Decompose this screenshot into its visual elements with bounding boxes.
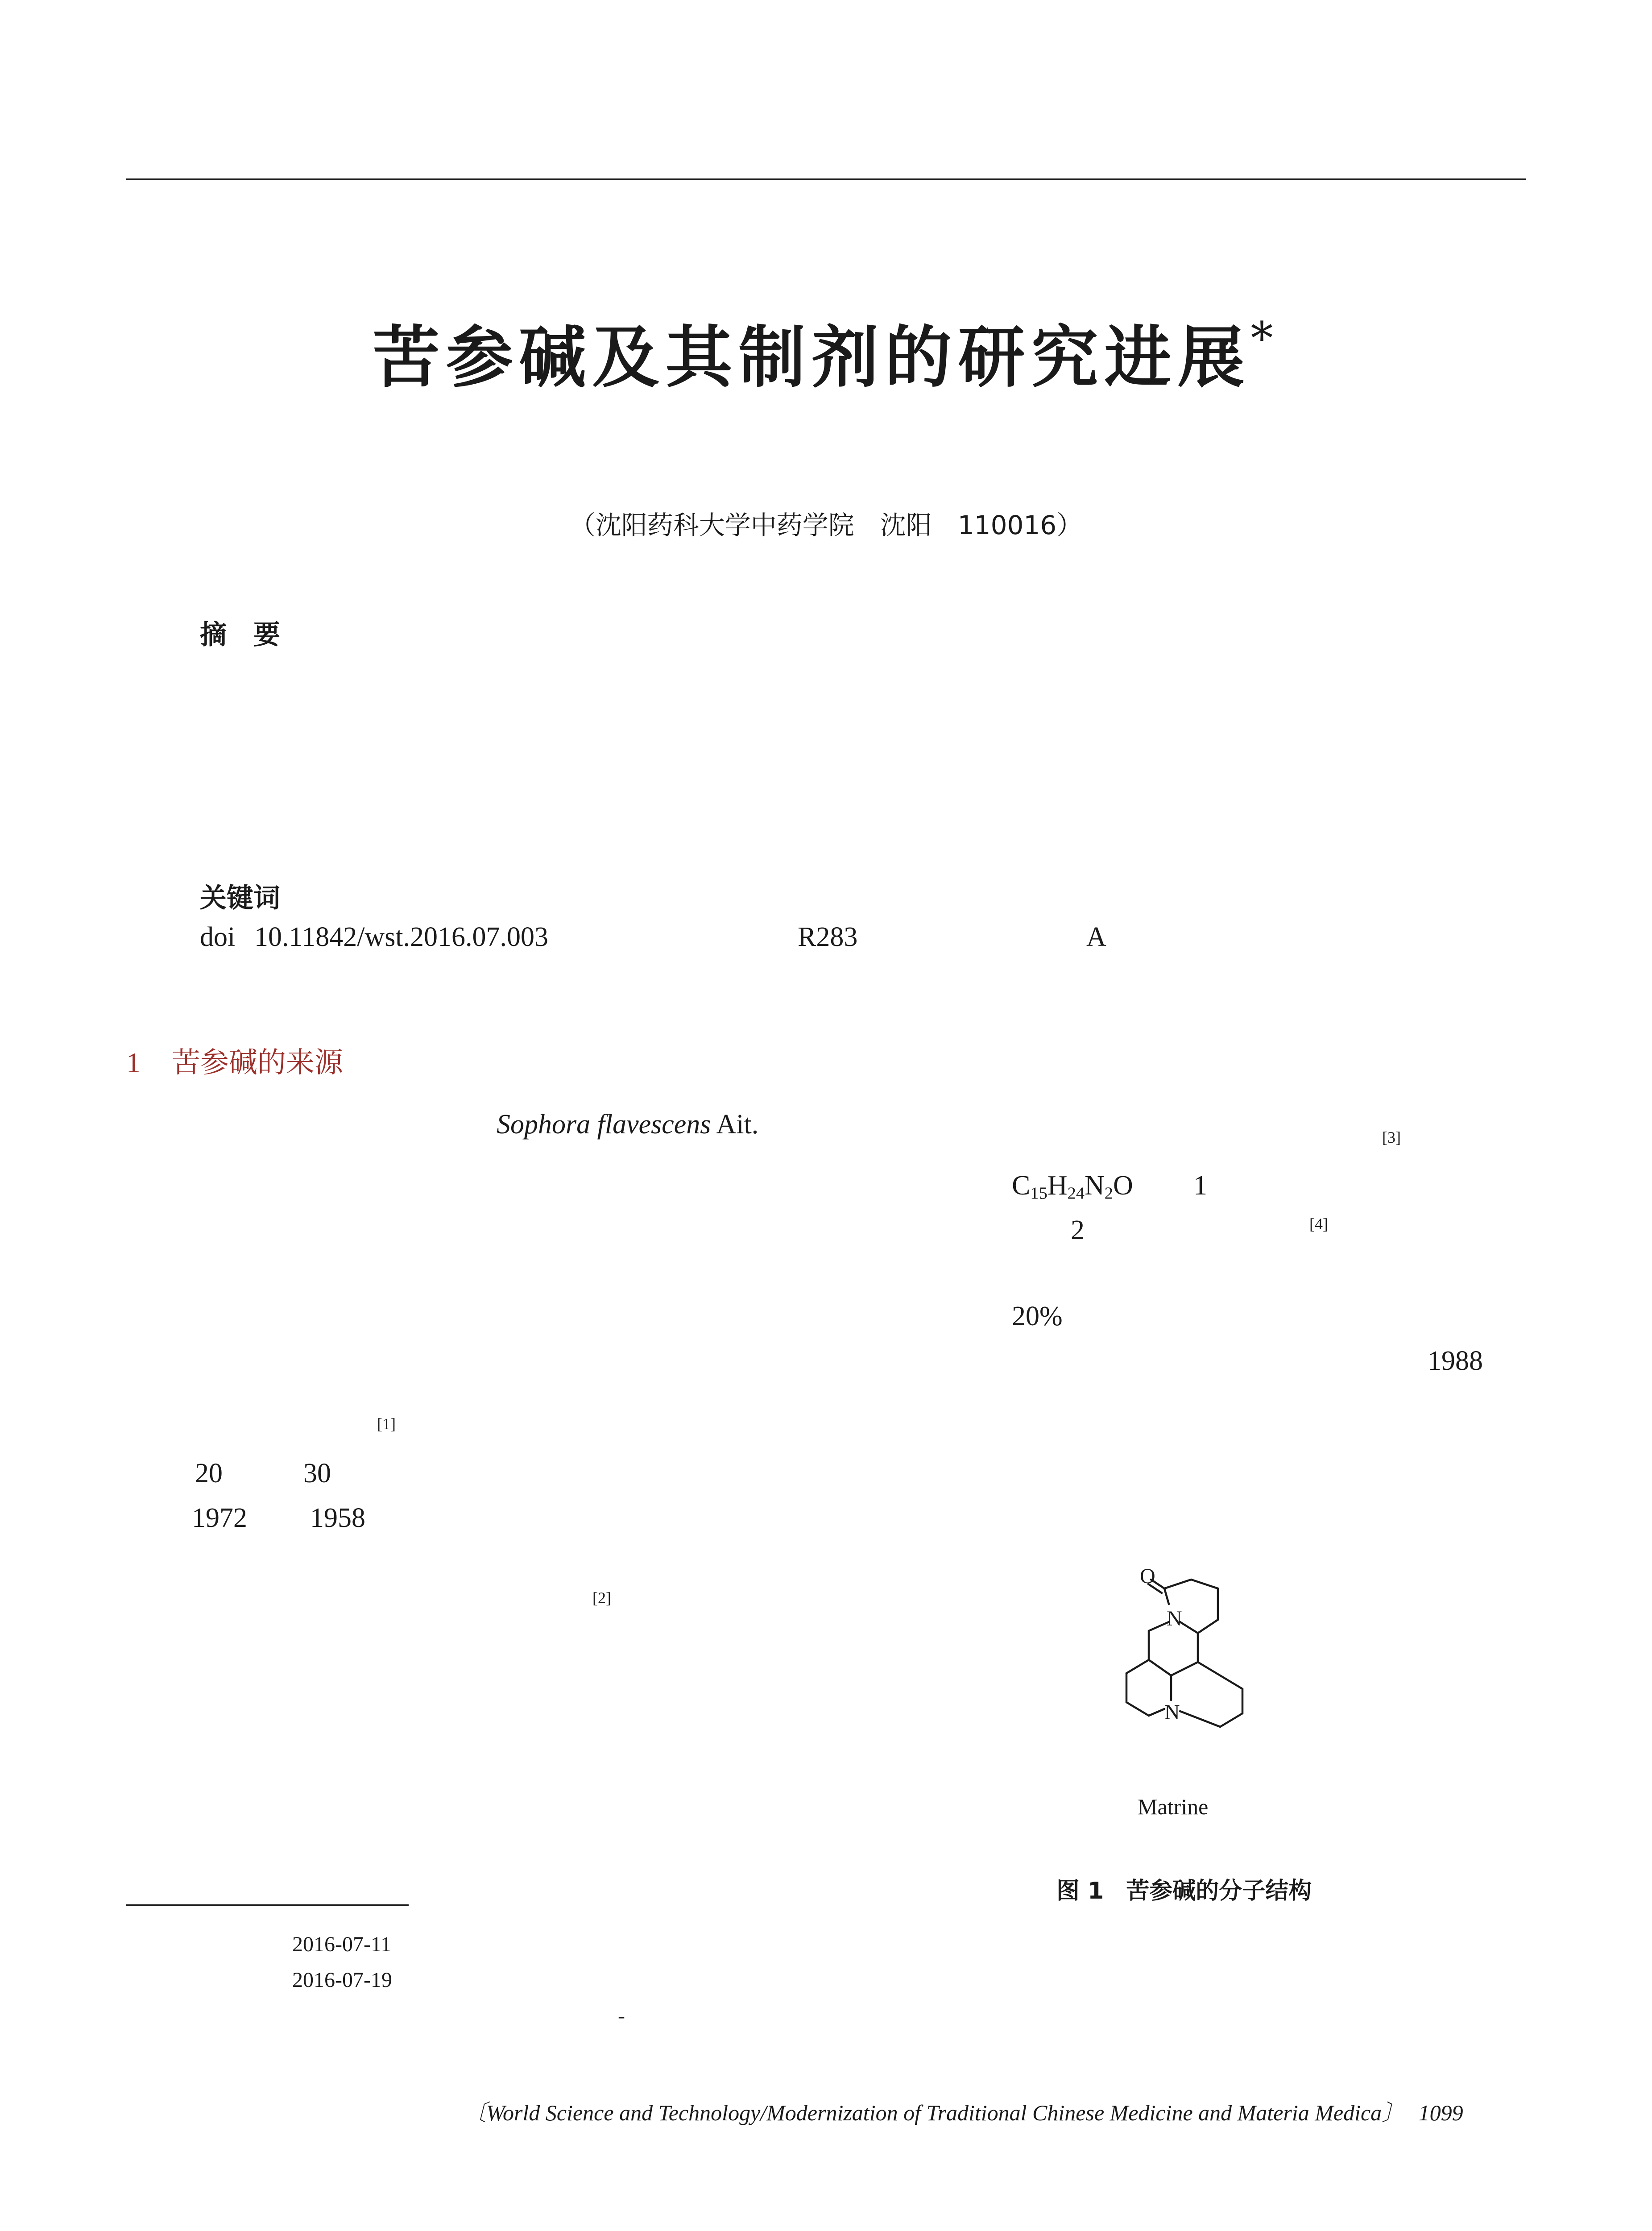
document-code: A	[1086, 922, 1106, 952]
atom-nitrogen-bottom: N	[1164, 1700, 1180, 1724]
top-rule	[126, 178, 1526, 180]
received-date: 2016-07-11	[292, 1932, 392, 1956]
molecule-name-label: Matrine	[1138, 1794, 1209, 1819]
number-20: 20	[195, 1458, 223, 1489]
journal-footer	[464, 2095, 1463, 2127]
footnote-dash: -	[618, 2004, 625, 2028]
revised-date: 2016-07-19	[292, 1968, 392, 1992]
affiliation: （沈阳药科大学中药学院 沈阳 110016）	[569, 510, 1083, 540]
matrine-structure-figure	[1093, 1553, 1280, 1838]
formula-c: C	[1012, 1170, 1031, 1201]
journal-name: 〔World Science and Technology/Modernization of Traditional Chinese Medicine and Materia Medica〕	[464, 2100, 1404, 2125]
formula-n-count: 2	[1104, 1184, 1113, 1203]
percent-20: 20%	[1012, 1301, 1063, 1331]
paper-title	[0, 303, 1652, 400]
section-1-title: 苦参碱的来源	[172, 1046, 343, 1079]
page-number: 1099	[1418, 2100, 1463, 2125]
latin-binomial	[497, 1109, 758, 1140]
number-30: 30	[303, 1458, 331, 1489]
figure-caption	[1056, 1872, 1312, 1905]
title-footnote-mark: *	[1250, 312, 1279, 365]
formula-h: H	[1047, 1170, 1068, 1201]
figure-caption-text: 苦参碱的分子结构	[1126, 1878, 1312, 1904]
citation-4: [4]	[1309, 1215, 1328, 1233]
doi-label: doi	[200, 922, 236, 952]
citation-3: [3]	[1382, 1128, 1401, 1146]
number-1: 1	[1193, 1170, 1207, 1201]
year-1988: 1988	[1428, 1346, 1483, 1376]
doi-value: 10.11842/wst.2016.07.003	[254, 922, 549, 952]
formula-o: O	[1113, 1170, 1133, 1201]
latin-author: Ait.	[716, 1109, 759, 1140]
keywords-label: 关键词	[200, 883, 280, 914]
classification-code: R283	[798, 922, 858, 952]
atom-oxygen: O	[1140, 1564, 1155, 1588]
figure-caption-number: 图 1	[1056, 1878, 1104, 1904]
citation-2: [2]	[592, 1589, 611, 1607]
abstract-label: 摘 要	[200, 619, 280, 651]
formula-n: N	[1084, 1170, 1105, 1201]
section-1-heading	[126, 1040, 343, 1081]
number-2: 2	[1071, 1215, 1085, 1245]
paper-title-text: 苦参碱及其制剂的研究进展	[373, 318, 1251, 397]
section-1-number: 1	[126, 1047, 141, 1078]
formula-h-count: 24	[1067, 1184, 1085, 1203]
footnote-rule	[126, 1904, 409, 1906]
year-1958: 1958	[310, 1503, 365, 1533]
molecular-formula	[1012, 1170, 1133, 1203]
latin-name: Sophora flavescens	[497, 1109, 711, 1140]
citation-1: [1]	[377, 1415, 396, 1433]
formula-c-count: 15	[1030, 1184, 1048, 1203]
atom-nitrogen-top: N	[1167, 1607, 1182, 1630]
year-1972: 1972	[192, 1503, 247, 1533]
